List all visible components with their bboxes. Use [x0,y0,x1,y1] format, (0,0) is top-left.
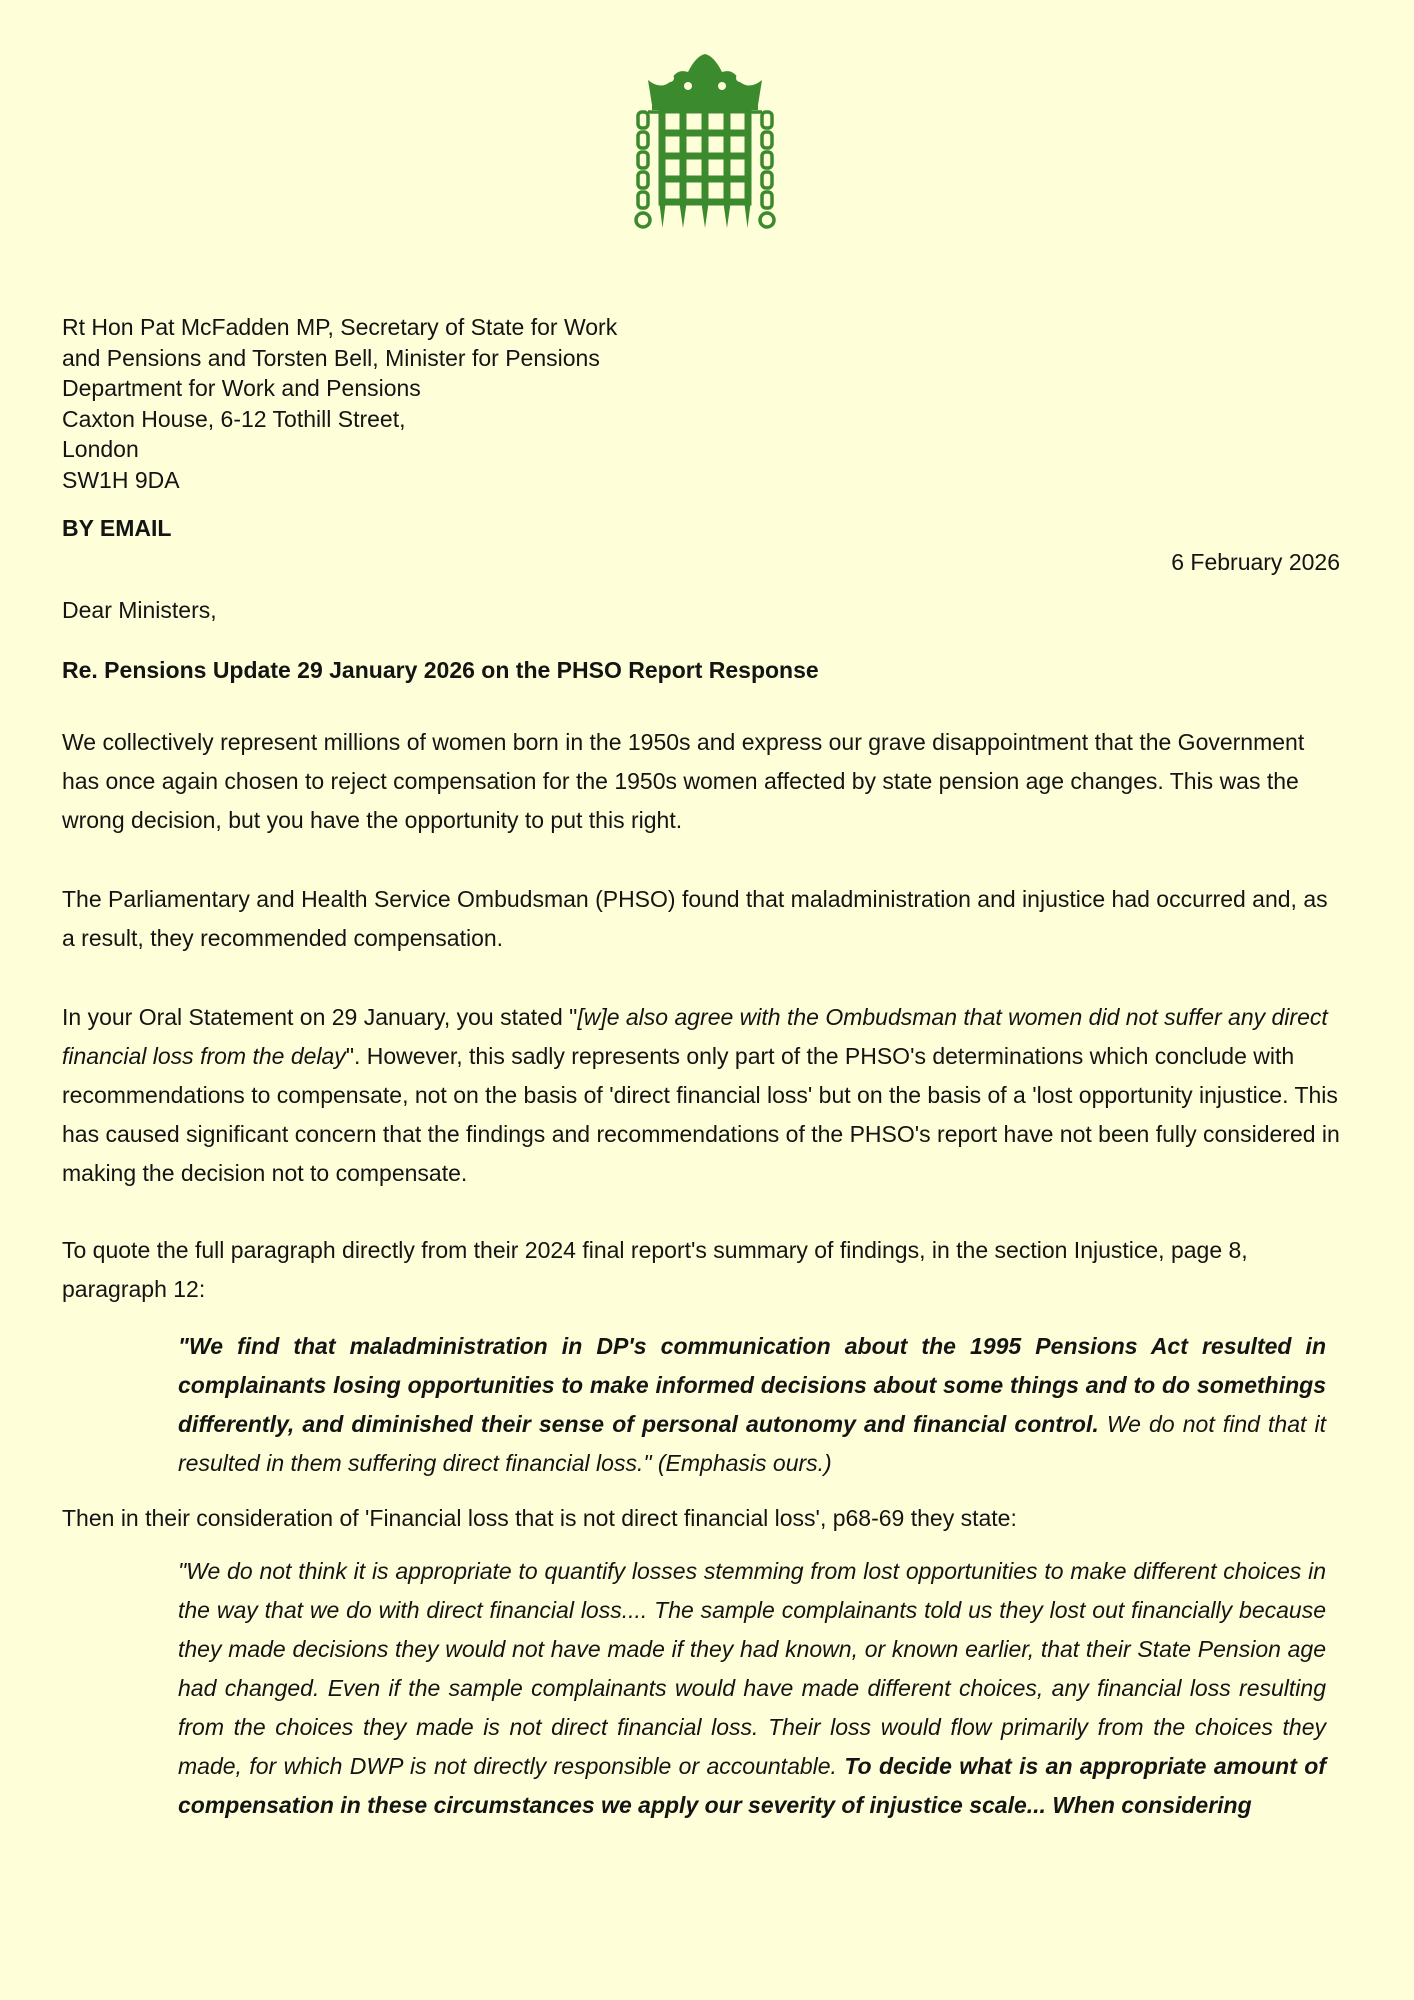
quote-text: We do not find that it resulted in them suffering direct financial loss." (Emphasis ours.) [178,1411,1326,1476]
letter-body [62,312,1340,1825]
oral-statement-quote: [w]e also agree with the Ombudsman that women did not suffer any direct financial loss from the delay [62,1004,1328,1069]
phso-quote-financial-loss [178,1552,1326,1825]
paragraph-4: To quote the full paragraph directly from their 2024 final report's summary of findings, in the section Injustice, page 8, paragraph 12: [62,1237,1248,1302]
recipient-address [62,312,1340,495]
quote-emphasis: To decide what is an appropriate amount of compensation in these circumstances we apply our severity of injustice scale... When considering [178,1753,1326,1818]
delivery-method: BY EMAIL [62,515,172,541]
paragraph-5: Then in their consideration of 'Financial loss that is not direct financial loss', p68-69 they state: [62,1505,1017,1531]
letter-date: 6 February 2026 [1171,549,1340,575]
salutation: Dear Ministers, [62,597,217,623]
subject-line: Re. Pensions Update 29 January 2026 on the PHSO Report Response [62,657,819,683]
address-line: Rt Hon Pat McFadden MP, Secretary of State for Work [62,314,618,340]
address-line: London [62,436,139,462]
paragraph-3 [62,998,1340,1193]
paragraph-3-lead: In your Oral Statement on 29 January, you stated " [62,1004,578,1030]
phso-quote-findings [178,1327,1326,1483]
address-line: Department for Work and Pensions [62,375,421,401]
paragraph-1: We collectively represent millions of women born in the 1950s and express our grave disappointment that the Government has once again chosen to reject compensation for the 1950s women affected by state pension age changes. This was the wrong decision, but you have the opportunity to put this right. [62,729,1305,833]
paragraph-2: The Parliamentary and Health Service Ombudsman (PHSO) found that maladministration and injustice had occurred and, as a result, they recommended compensation. [62,886,1328,951]
paragraph-3-rest: ". However, this sadly represents only part of the PHSO's determinations which conclude with recommendations to compensate, not on the basis of 'direct financial loss' but on the basis of a 'lost opportunity injustice. This has caused significant concern that the findings and recommendations of the PHSO's report have not been fully considered in making the decision not to compensate. [62,1043,1340,1186]
quote-emphasis: "We find that maladministration in DP's communication about the 1995 Pensions Act resulted in complainants losing opportunities to make informed decisions about some things and to do somethings differently, and diminished their sense of personal autonomy and financial control. [178,1333,1326,1437]
portcullis-crest-icon [630,50,780,240]
quote-text: "We do not think it is appropriate to quantify losses stemming from lost opportunities to make different choices in the way that we do with direct financial loss.... The sample complainants told us they lost out financially because they made decisions they would not have made if they had known, or known earlier, that their State Pension age had changed. Even if the sample complainants would have made different choices, any financial loss resulting from the choices they made is not direct financial loss. Their loss would flow primarily from the choices they made, for which DWP is not directly responsible or accountable. [178,1558,1326,1779]
address-line: SW1H 9DA [62,466,180,493]
address-line: Caxton House, 6-12 Tothill Street, [62,405,406,432]
address-line: and Pensions and Torsten Bell, Minister for Pensions [62,344,600,371]
